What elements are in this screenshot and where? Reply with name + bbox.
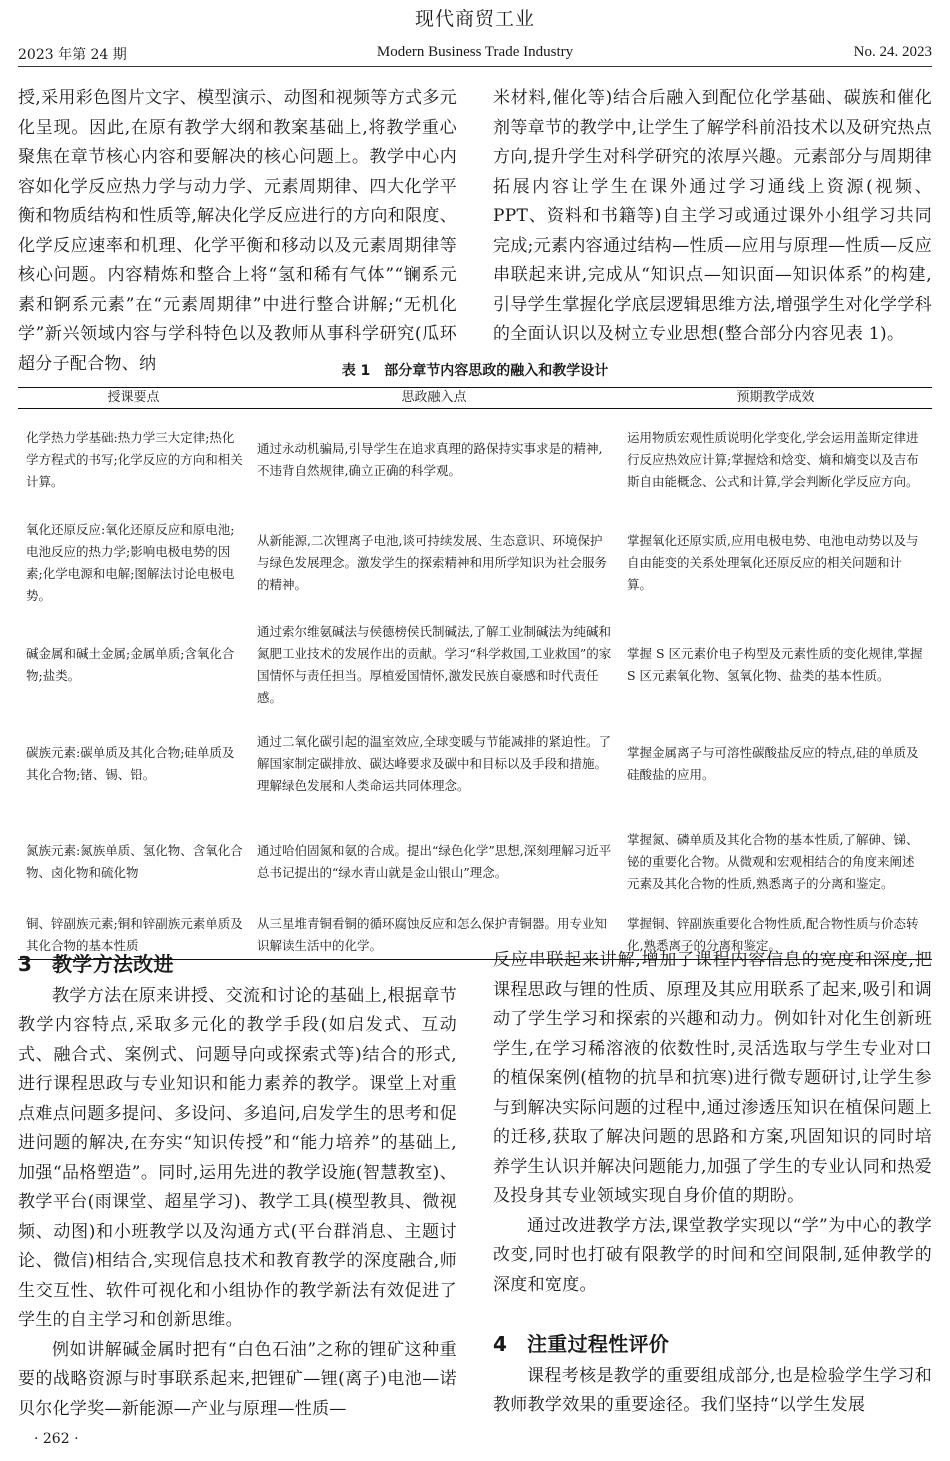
section-number: 4	[493, 1332, 508, 1356]
table-header-cell: 思政融入点	[249, 388, 619, 409]
table-row	[18, 409, 932, 511]
table-cell: 掌握氮、磷单质及其化合物的基本性质,了解砷、锑、铋的重要化合物。从微观和宏观相结合的角度来阐述元素及其化合物的性质,熟悉离子的分离和鉴定。	[627, 831, 919, 891]
table-cell: 碳族元素:碳单质及其化合物;硅单质及其化合物;锗、锡、铅。	[26, 744, 235, 782]
table-row	[18, 511, 932, 615]
table-header-cell: 授课要点	[18, 388, 249, 409]
table-row	[18, 715, 932, 813]
body-paragraph: 授,采用彩色图片文字、模型演示、动图和视频等方式多元化呈现。因此,在原有教学大纲和教案基础上,将教学重心聚焦在章节核心内容和要解决的核心问题上。教学中心内容如化学反应热力学与动力学、元素周期律、四大化学平衡和物质结构和性质等,解决化学反应进行的方向和限度、化学反应速率和机理、化学平衡和移动以及元素周期律等核心问题。内容精炼和整合上将“氢和稀有气体”“镧系元素和锕系元素”在“元素周期律”中进行整合讲解;“无机化学”新兴领域内容与学科特色以及教师从事科学研究(瓜环超分子配合物、纳	[18, 88, 457, 374]
table-cell: 铜、锌副族元素;铜和锌副族元素单质及其化合物的基本性质	[18, 911, 249, 960]
section-3-column	[18, 950, 457, 1424]
table-cell: 掌握铜、锌副族重要化合物性质,配合物性质与价态转化,熟悉离子的分离和鉴定。	[619, 911, 932, 960]
table-cell: 通过索尔维氨碱法与侯德榜侯氏制碱法,了解工业制碱法为纯碱和氮肥工业技术的发展作出的贡献。学习“科学救国,工业救国”的家国情怀与责任担当。厚植爱国情怀,激发民族自豪感和时代责任感。	[257, 623, 612, 705]
section-heading	[493, 1330, 932, 1360]
table-cell: 运用物质宏观性质说明化学变化,学会运用盖斯定律进行反应热效应计算;掌握焓和焓变、熵和熵变以及吉布斯自由能概念、公式和计算,学会判断化学反应方向。	[627, 429, 919, 489]
section-number: 3	[18, 952, 33, 976]
body-paragraph: 反应串联起来讲解,增加了课程内容信息的宽度和深度,把课程思政与锂的性质、原理及其应用联系了起来,吸引和调动了学生学习和探索的兴趣和动力。例如针对化生创新班学生,在学习稀溶液的依数性时,灵活选取与学生专业对口的植保案例(植物的抗旱和抗寒)进行微专题研讨,让学生参与到解决实际问题的过程中,通过渗透压知识在植保问题上的迁移,获取了解决问题的思路和方案,巩固知识的同时培养学生认识并解决问题能力,加强了学生的专业认同和热爱及投身其专业领域实现自身价值的期盼。	[493, 950, 932, 1206]
body-paragraph: 米材料,催化等)结合后融入到配位化学基础、碳族和催化剂等章节的教学中,让学生了解学科前沿技术以及研究热点方向,提升学生对科学研究的浓厚兴趣。元素部分与周期律拓展内容让学生在课外通过学习通线上资源(视频、PPT、资料和书籍等)自主学习或通过课外小组学习共同完成;元素内容通过结构—性质—应用与原理—性质—反应串联起来讲,完成从“知识点—知识面—知识体系”的构建,引导学生掌握化学底层逻辑思维方法,增强学生对化学学科的全面认识以及树立专业思想(整合部分内容见表 1)。	[493, 88, 932, 344]
table-cell: 从三星堆青铜看铜的循环腐蚀反应和怎么保护青铜器。用专业知识解读生活中的化学。	[249, 911, 619, 960]
table-1	[18, 387, 932, 960]
table-cell: 掌握 S 区元素价电子构型及元素性质的变化规律,掌握 S 区元素氧化物、氢氧化物、盐类的基本性质。	[627, 645, 923, 683]
table-cell: 从新能源,二次锂离子电池,谈可持续发展、生态意识、环境保护与绿色发展理念。激发学生的探索精神和用所学知识为社会服务的精神。	[257, 532, 608, 592]
body-paragraph: 通过改进教学方法,课堂教学实现以“学”为中心的教学改变,同时也打破有限教学的时间和空间限制,延伸教学的深度和宽度。	[493, 1215, 932, 1295]
table-cell: 氧化还原反应:氧化还原反应和原电池;电池反应的热力学;影响电极电势的因素;化学电源和电解;图解法讨论电极电势。	[26, 521, 235, 603]
table-cell: 通过二氧化碳引起的温室效应,全球变暖与节能减排的紧迫性。了解国家制定碳排放、碳达峰要求及碳中和目标以及手段和措施。理解绿色发展和人类命运共同体理念。	[257, 733, 611, 793]
issue-number: No. 24. 2023	[853, 44, 932, 60]
section-heading	[18, 950, 457, 980]
header-rule	[18, 66, 932, 67]
section-title: 注重过程性评价	[527, 1332, 670, 1356]
table-cell: 掌握金属离子与可溶性碳酸盐反应的特点,硅的单质及硅酸盐的应用。	[627, 744, 919, 782]
table-cell: 通过永动机骗局,引导学生在追求真理的路保持实事求是的精神,不违背自然规律,确立正确的科学观。	[257, 440, 603, 478]
table-header-cell: 预期教学成效	[619, 388, 932, 409]
table-row	[18, 813, 932, 911]
table-cell: 化学热力学基础:热力学三大定律;热化学方程式的书写;化学反应的方向和相关计算。	[26, 429, 243, 489]
page-number: · 262 ·	[34, 1431, 79, 1447]
journal-title: 现代商贸工业	[414, 8, 535, 30]
top-left-column	[18, 84, 457, 379]
section-3-continued-column	[493, 946, 932, 1421]
journal-title-en: Modern Business Trade Industry	[376, 44, 574, 60]
table-header-row	[18, 388, 932, 409]
table-cell: 氮族元素:氮族单质、氢化物、含氧化合物、卤化物和硫化物	[26, 842, 243, 880]
body-paragraph: 课程考核是教学的重要组成部分,也是检验学生学习和教师教学效果的重要途径。我们坚持“以学生发展	[493, 1365, 932, 1415]
body-paragraph: 教学方法在原来讲授、交流和讨论的基础上,根据章节教学内容特点,采取多元化的教学手段(如启发式、互动式、融合式、案例式、问题导向或探索式等)结合的形式,进行课程思政与专业知识和能力素养的教学。课堂上对重点难点问题多提问、多设问、多追问,启发学生的思考和促进问题的解决,在夯实“知识传授”和“能力培养”的基础上,加强“品格塑造”。同时,运用先进的教学设施(智慧教室)、教学平台(雨课堂、超星学习)、教学工具(模型教具、微视频、动图)和小班教学以及沟通方式(平台群消息、主题讨论、微信)相结合,实现信息技术和教育教学的深度融合,师生交互性、软件可视化和小组协作的教学新法有效促进了学生的自主学习和创新思维。	[18, 985, 457, 1330]
issue-label: 2023 年第 24 期	[18, 47, 127, 63]
table-cell: 通过哈伯固氮和氨的合成。提出“绿色化学”思想,深刻理解习近平总书记提出的“绿水青山就是金山银山”理念。	[257, 842, 612, 880]
table-cell: 碱金属和碱土金属;金属单质;含氧化合物;盐类。	[26, 645, 235, 683]
section-title: 教学方法改进	[52, 952, 174, 976]
table-cell: 掌握氧化还原实质,应用电极电势、电池电动势以及与自由能变的关系处理氧化还原反应的相关问题和计算。	[627, 532, 919, 592]
top-right-column	[493, 84, 932, 350]
body-paragraph: 例如讲解碱金属时把有“白色石油”之称的锂矿这种重要的战略资源与时事联系起来,把锂矿—锂(离子)电池—诺贝尔化学奖—新能源—产业与原理—性质—	[18, 1339, 457, 1419]
table-caption: 表 1 部分章节内容思政的融入和教学设计	[341, 363, 609, 379]
table-row	[18, 615, 932, 715]
